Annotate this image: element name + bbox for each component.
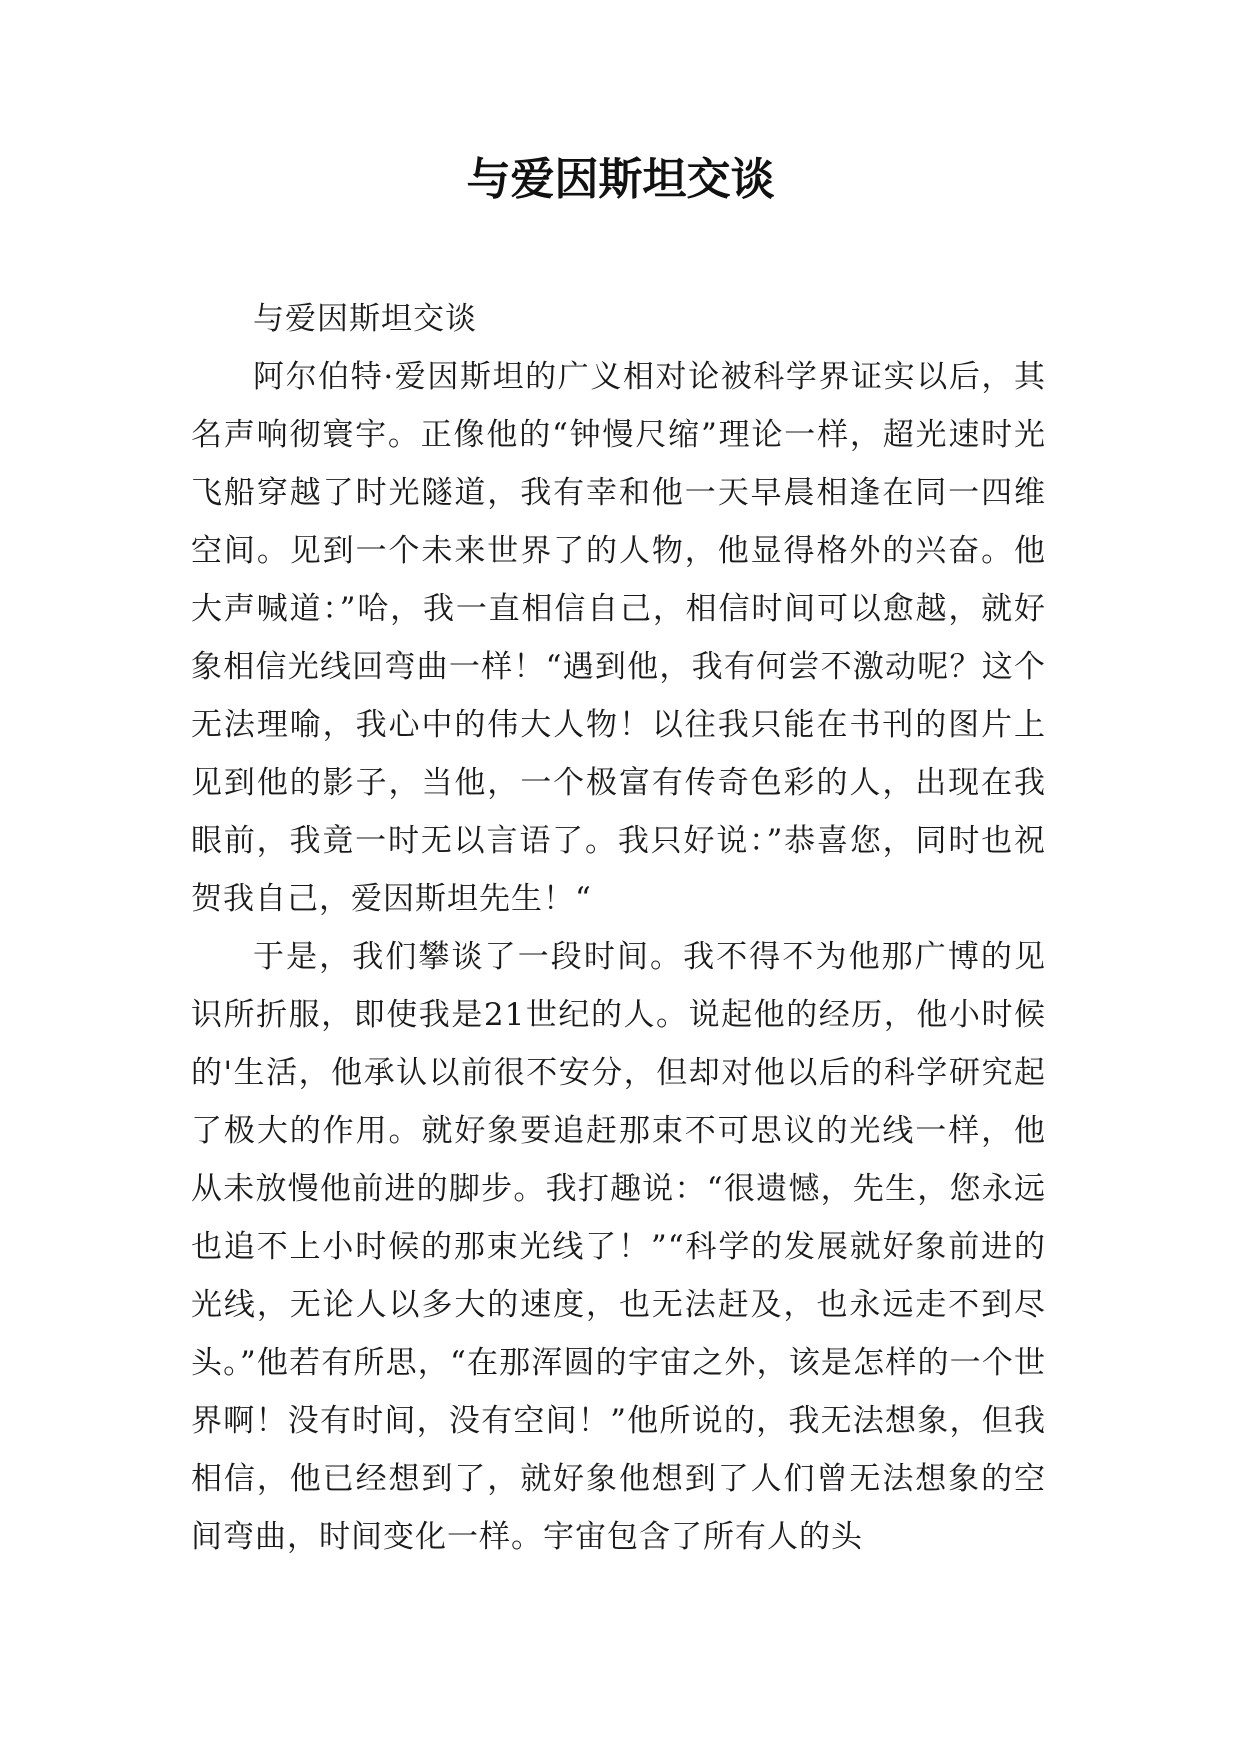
document-body [191,290,1046,1566]
document-title: 与爱因斯坦交谈 [466,154,775,205]
paragraph-2: 于是，我们攀谈了一段时间。我不得不为他那广博的见识所折服，即使我是21世纪的人。说起他的经历，他小时候的'生活，他承认以前很不安分，但却对他以后的科学研究起了极大的作用。就好象要追赶那束不可思议的光线一样，他从未放慢他前进的脚步。我打趣说：“很遗憾，先生，您永远也追不上小时候的那束光线了！”“科学的发展就好象前进的光线，无论人以多大的速度，也无法赶及，也永远走不到尽头。”他若有所思，“在那浑圆的宇宙之外，该是怎样的一个世界啊！没有时间，没有空间！”他所说的，我无法想象，但我相信，他已经想到了，就好象他想到了人们曾无法想象的空间弯曲，时间变化一样。宇宙包含了所有人的头 [191,939,1046,1555]
paragraph-1: 阿尔伯特·爱因斯坦的广义相对论被科学界证实以后，其名声响彻寰宇。正像他的“钟慢尺缩”理论一样，超光速时光飞船穿越了时光隧道，我有幸和他一天早晨相逢在同一四维空间。见到一个未来世界了的人物，他显得格外的兴奋。他大声喊道：”哈，我一直相信自己，相信时间可以愈越，就好象相信光线回弯曲一样！“遇到他，我有何尝不激动呢？这个无法理喻，我心中的伟大人物！以往我只能在书刊的图片上见到他的影子，当他，一个极富有传奇色彩的人，出现在我眼前，我竟一时无以言语了。我只好说：”恭喜您，同时也祝贺我自己，爱因斯坦先生！“ [191,359,1046,917]
paragraph-heading: 与爱因斯坦交谈 [253,301,477,337]
